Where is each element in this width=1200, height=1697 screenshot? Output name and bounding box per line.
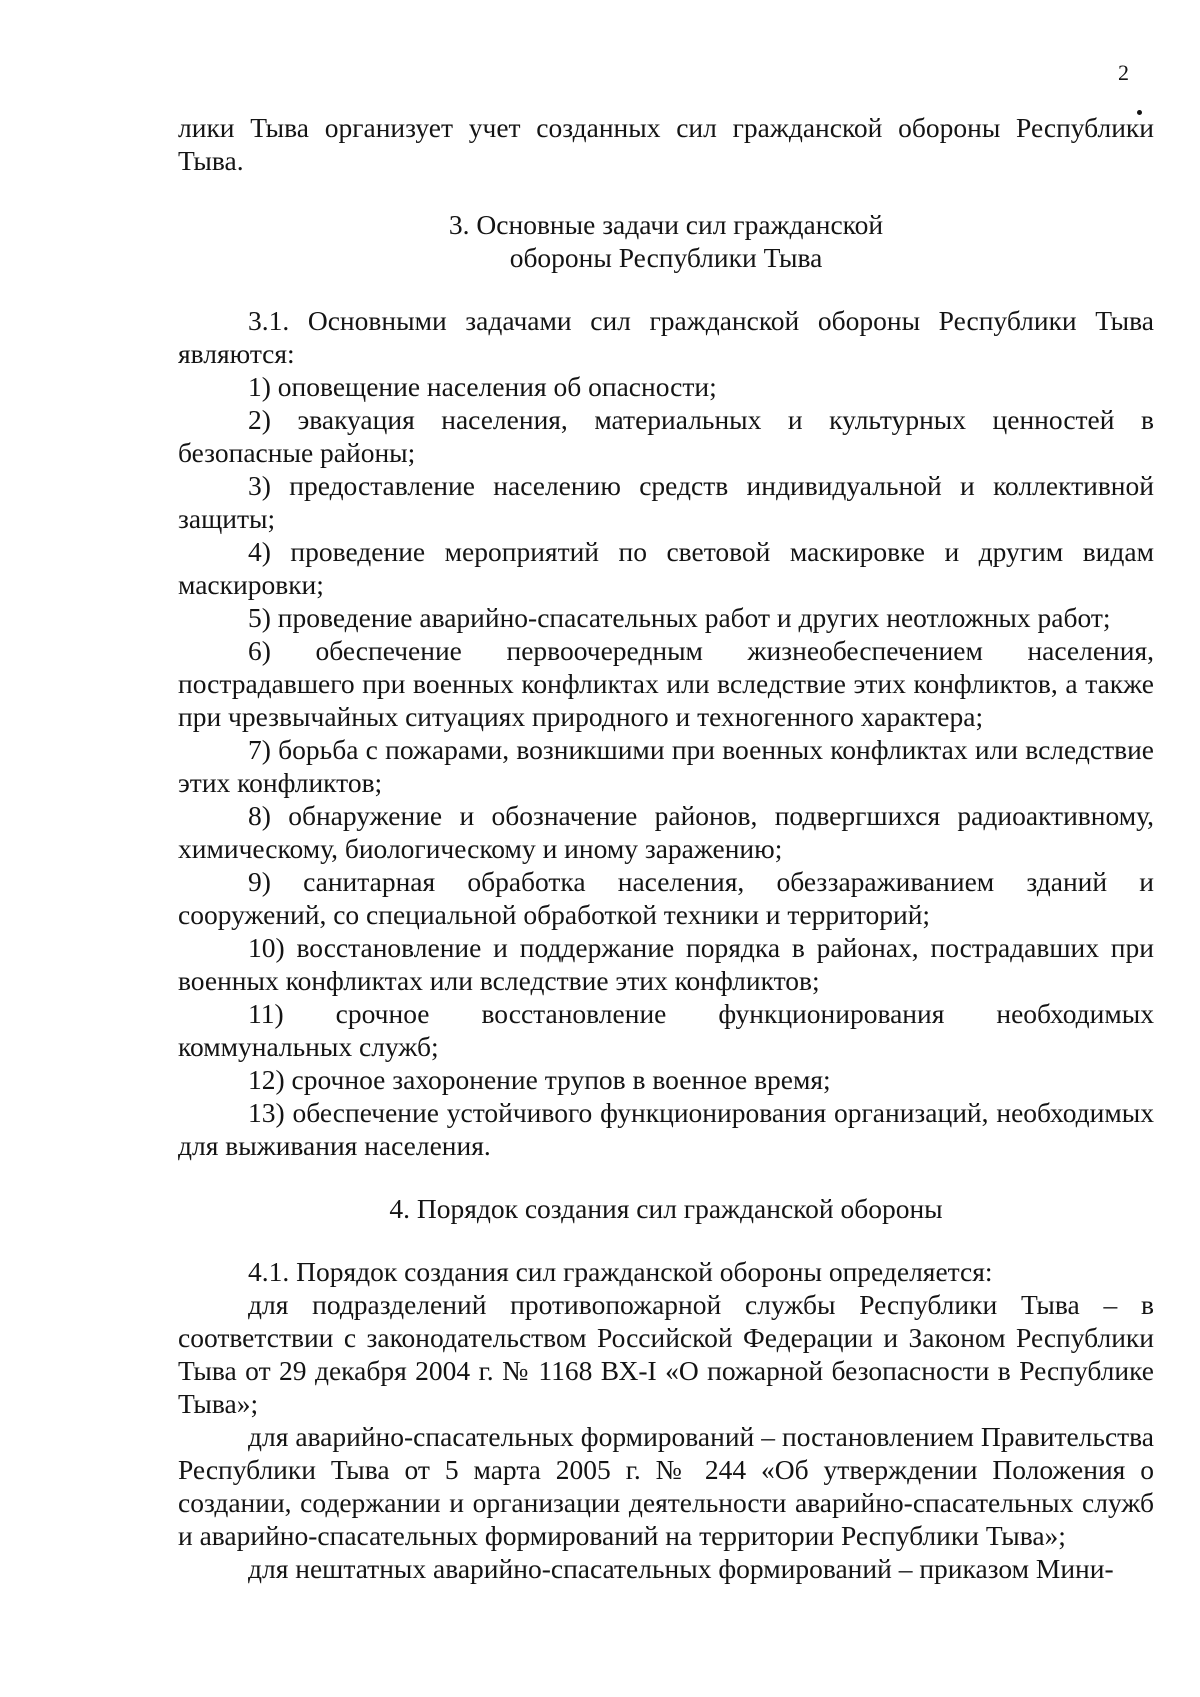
list-item-5: 5) проведение аварийно-спасательных работ и других неотложных работ; <box>248 602 1111 633</box>
section-3-heading-line-1: 3. Основные задачи сил гражданской <box>448 209 884 240</box>
page-number: 2 <box>1118 60 1129 85</box>
section-4-heading: 4. Порядок создания сил гражданской обороны <box>389 1193 943 1224</box>
continuation-paragraph: лики Тыва организует учет созданных сил гражданской обороны Республики Тыва. <box>178 112 1154 176</box>
section-3-intro: 3.1. Основными задачами сил гражданской обороны Республики Тыва являются: <box>178 305 1154 369</box>
section-4-paragraph-nonstaff-formations: для нештатных аварийно-спасательных формирований – приказом Мини- <box>248 1553 1114 1584</box>
section-4-paragraph-rescue-formations: для аварийно-спасательных формирований – постановлением Правительства Республики Тыва от 5 марта 2005 г. № 244 «Об утверждении Положения о создании, содержании и организации деятельности аварийно-спасательных служб и аварийно-спасательных формирований на территории Республики Тыва»; <box>178 1421 1154 1551</box>
list-item-4: 4) проведение мероприятий по световой маскировке и другим видам маскировки; <box>178 536 1154 600</box>
list-item-10: 10) восстановление и поддержание порядка в районах, пострадавших при военных конфликтах или вследствие этих конфликтов; <box>178 932 1154 996</box>
list-item-7: 7) борьба с пожарами, возникшими при военных конфликтах или вследствие этих конфликтов; <box>178 734 1154 798</box>
list-item-8: 8) обнаружение и обозначение районов, подвергшихся радиоактивному, химическому, биологическому и иному заражению; <box>178 800 1154 864</box>
list-item-3: 3) предоставление населению средств индивидуальной и коллективной защиты; <box>178 470 1154 534</box>
section-4-intro: 4.1. Порядок создания сил гражданской обороны определяется: <box>248 1256 993 1287</box>
section-3-heading-line-2: обороны Республики Тыва <box>509 242 823 273</box>
list-item-6: 6) обеспечение первоочередным жизнеобеспечением населения, пострадавшего при военных конфликтах или вследствие этих конфликтов, а также при чрезвычайных ситуациях природного и техногенного характера; <box>178 635 1154 732</box>
document-body <box>178 111 1154 1585</box>
list-item-12: 12) срочное захоронение трупов в военное время; <box>248 1064 831 1095</box>
list-item-13: 13) обеспечение устойчивого функционирования организаций, необходимых для выживания населения. <box>178 1097 1154 1161</box>
section-4-paragraph-fire-service: для подразделений противопожарной службы Республики Тыва – в соответствии с законодательством Российской Федерации и Законом Республики Тыва от 29 декабря 2004 г. № 1168 ВХ-I «О пожарной безопасности в Республике Тыва»; <box>178 1289 1154 1419</box>
list-item-9: 9) санитарная обработка населения, обеззараживанием зданий и сооружений, со специальной обработкой техники и территорий; <box>178 866 1154 930</box>
list-item-1: 1) оповещение населения об опасности; <box>248 371 717 402</box>
list-item-2: 2) эвакуация населения, материальных и культурных ценностей в безопасные районы; <box>178 404 1154 468</box>
list-item-11: 11) срочное восстановление функционирования необходимых коммунальных служб; <box>178 998 1154 1062</box>
